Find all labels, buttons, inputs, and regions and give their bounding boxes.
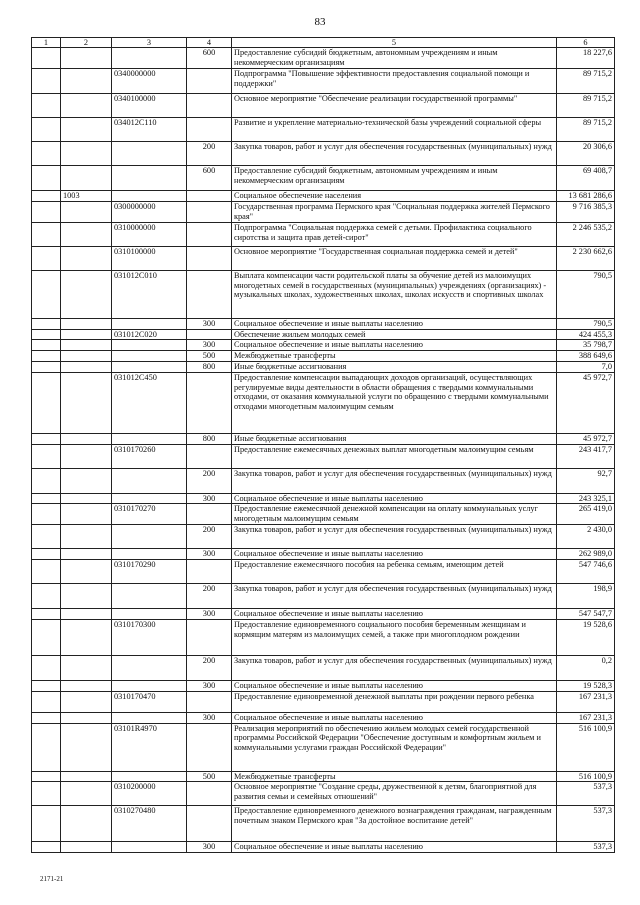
header-cell: 5 <box>232 38 557 48</box>
section-cell <box>32 433 61 444</box>
header-cell: 4 <box>187 38 232 48</box>
target-article-cell: 031012С020 <box>112 329 187 340</box>
expense-type-cell: 200 <box>187 468 232 493</box>
subsection-cell <box>61 142 112 166</box>
target-article-cell: 0310200000 <box>112 782 187 806</box>
amount-cell: 2 430,0 <box>557 525 615 549</box>
section-cell <box>32 712 61 723</box>
target-article-cell <box>112 584 187 609</box>
table-row <box>32 246 615 270</box>
amount-cell: 89 715,2 <box>557 69 615 94</box>
expense-type-cell <box>187 118 232 142</box>
section-cell <box>32 525 61 549</box>
description-cell: Основное мероприятие "Создание среды, дружественной к детям, благоприятной для развития семьи и семейных отношений" <box>232 782 557 806</box>
subsection-cell <box>61 351 112 362</box>
amount-cell: 243 417,7 <box>557 444 615 468</box>
expense-type-cell <box>187 94 232 118</box>
expense-type-cell: 300 <box>187 842 232 853</box>
table-row <box>32 655 615 680</box>
table-row <box>32 118 615 142</box>
amount-cell: 13 681 286,6 <box>557 191 615 202</box>
table-row <box>32 201 615 222</box>
table-row <box>32 609 615 620</box>
expense-type-cell: 200 <box>187 525 232 549</box>
expense-type-cell: 800 <box>187 361 232 372</box>
subsection-cell <box>61 723 112 771</box>
amount-cell: 167 231,3 <box>557 691 615 712</box>
target-article-cell <box>112 493 187 504</box>
section-cell <box>32 782 61 806</box>
table-row <box>32 191 615 202</box>
description-cell: Предоставление ежемесячного пособия на ребенка семьям, имеющим детей <box>232 560 557 584</box>
table-row <box>32 504 615 525</box>
amount-cell: 9 716 385,3 <box>557 201 615 222</box>
expense-type-cell <box>187 372 232 433</box>
section-cell <box>32 191 61 202</box>
target-article-cell: 031012С450 <box>112 372 187 433</box>
section-cell <box>32 691 61 712</box>
target-article-cell: 0340000000 <box>112 69 187 94</box>
description-cell: Социальное обеспечение и иные выплаты населению <box>232 609 557 620</box>
description-cell: Социальное обеспечение и иные выплаты населению <box>232 493 557 504</box>
amount-cell: 790,5 <box>557 318 615 329</box>
amount-cell: 243 325,1 <box>557 493 615 504</box>
amount-cell: 537,3 <box>557 782 615 806</box>
target-article-cell: 0300000000 <box>112 201 187 222</box>
section-cell <box>32 842 61 853</box>
amount-cell: 45 972,7 <box>557 372 615 433</box>
description-cell: Предоставление единовременного социального пособия беременным женщинам и кормящим матерям из малоимущих семей, а также при многоплодном рождении <box>232 619 557 655</box>
description-cell: Предоставление единовременной денежной выплаты при рождении первого ребенка <box>232 691 557 712</box>
amount-cell: 537,3 <box>557 806 615 842</box>
expense-type-cell: 600 <box>187 48 232 69</box>
amount-cell: 537,3 <box>557 842 615 853</box>
expense-type-cell: 300 <box>187 680 232 691</box>
expense-type-cell: 300 <box>187 609 232 620</box>
description-cell: Социальное обеспечение и иные выплаты населению <box>232 340 557 351</box>
amount-cell: 2 230 662,6 <box>557 246 615 270</box>
budget-table <box>31 37 615 853</box>
target-article-cell <box>112 680 187 691</box>
subsection-cell <box>61 222 112 246</box>
target-article-cell <box>112 468 187 493</box>
subsection-cell <box>61 771 112 782</box>
subsection-cell <box>61 584 112 609</box>
table-row <box>32 361 615 372</box>
table-row <box>32 806 615 842</box>
amount-cell: 547 547,7 <box>557 609 615 620</box>
subsection-cell: 1003 <box>61 191 112 202</box>
description-cell: Социальное обеспечение и иные выплаты населению <box>232 549 557 560</box>
subsection-cell <box>61 166 112 191</box>
expense-type-cell <box>187 329 232 340</box>
expense-type-cell <box>187 782 232 806</box>
description-cell: Предоставление ежемесячных денежных выплат многодетным малоимущим семьям <box>232 444 557 468</box>
subsection-cell <box>61 493 112 504</box>
section-cell <box>32 222 61 246</box>
subsection-cell <box>61 444 112 468</box>
expense-type-cell <box>187 560 232 584</box>
subsection-cell <box>61 270 112 318</box>
section-cell <box>32 619 61 655</box>
description-cell: Закупка товаров, работ и услуг для обеспечения государственных (муниципальных) нужд <box>232 468 557 493</box>
description-cell: Государственная программа Пермского края "Социальная поддержка жителей Пермского края" <box>232 201 557 222</box>
table-row <box>32 782 615 806</box>
target-article-cell <box>112 655 187 680</box>
expense-type-cell: 300 <box>187 549 232 560</box>
expense-type-cell <box>187 222 232 246</box>
subsection-cell <box>61 372 112 433</box>
amount-cell: 89 715,2 <box>557 118 615 142</box>
subsection-cell <box>61 655 112 680</box>
subsection-cell <box>61 318 112 329</box>
section-cell <box>32 118 61 142</box>
target-article-cell: 0310170300 <box>112 619 187 655</box>
section-cell <box>32 351 61 362</box>
description-cell: Основное мероприятие "Обеспечение реализации государственной программы" <box>232 94 557 118</box>
description-cell: Социальное обеспечение населения <box>232 191 557 202</box>
description-cell: Предоставление единовременного денежного вознаграждения гражданам, награжденным почетным знаком Пермского края "За достойное воспитание детей" <box>232 806 557 842</box>
page-number: 83 <box>314 16 326 28</box>
amount-cell: 167 231,3 <box>557 712 615 723</box>
section-cell <box>32 48 61 69</box>
description-cell: Межбюджетные трансферты <box>232 771 557 782</box>
table-row <box>32 560 615 584</box>
section-cell <box>32 560 61 584</box>
table-row <box>32 142 615 166</box>
table-header-row <box>32 38 615 48</box>
subsection-cell <box>61 842 112 853</box>
footer-code: 2171-21 <box>40 875 64 883</box>
expense-type-cell <box>187 806 232 842</box>
subsection-cell <box>61 468 112 493</box>
target-article-cell <box>112 318 187 329</box>
table-row <box>32 493 615 504</box>
subsection-cell <box>61 549 112 560</box>
target-article-cell <box>112 433 187 444</box>
subsection-cell <box>61 329 112 340</box>
amount-cell: 265 419,0 <box>557 504 615 525</box>
expense-type-cell: 200 <box>187 584 232 609</box>
table-row <box>32 771 615 782</box>
section-cell <box>32 723 61 771</box>
table-row <box>32 723 615 771</box>
target-article-cell <box>112 549 187 560</box>
target-article-cell: 0310000000 <box>112 222 187 246</box>
subsection-cell <box>61 48 112 69</box>
target-article-cell: 03101R4970 <box>112 723 187 771</box>
subsection-cell <box>61 201 112 222</box>
target-article-cell <box>112 191 187 202</box>
description-cell: Предоставление субсидий бюджетным, автономным учреждениям и иным некоммерческим организациям <box>232 48 557 69</box>
section-cell <box>32 329 61 340</box>
target-article-cell <box>112 525 187 549</box>
expense-type-cell <box>187 723 232 771</box>
table-row <box>32 94 615 118</box>
table-row <box>32 549 615 560</box>
header-cell: 6 <box>557 38 615 48</box>
target-article-cell <box>112 340 187 351</box>
expense-type-cell: 300 <box>187 340 232 351</box>
section-cell <box>32 69 61 94</box>
description-cell: Социальное обеспечение и иные выплаты населению <box>232 842 557 853</box>
section-cell <box>32 806 61 842</box>
target-article-cell: 0310100000 <box>112 246 187 270</box>
section-cell <box>32 584 61 609</box>
section-cell <box>32 444 61 468</box>
amount-cell: 262 989,0 <box>557 549 615 560</box>
description-cell: Иные бюджетные ассигнования <box>232 361 557 372</box>
table-row <box>32 372 615 433</box>
amount-cell: 35 798,7 <box>557 340 615 351</box>
section-cell <box>32 318 61 329</box>
target-article-cell <box>112 361 187 372</box>
target-article-cell <box>112 142 187 166</box>
expense-type-cell <box>187 246 232 270</box>
expense-type-cell <box>187 691 232 712</box>
table-row <box>32 433 615 444</box>
section-cell <box>32 94 61 118</box>
expense-type-cell <box>187 619 232 655</box>
description-cell: Социальное обеспечение и иные выплаты населению <box>232 318 557 329</box>
section-cell <box>32 493 61 504</box>
subsection-cell <box>61 782 112 806</box>
amount-cell: 69 408,7 <box>557 166 615 191</box>
expense-type-cell: 500 <box>187 351 232 362</box>
amount-cell: 516 100,9 <box>557 723 615 771</box>
table-row <box>32 712 615 723</box>
subsection-cell <box>61 680 112 691</box>
subsection-cell <box>61 504 112 525</box>
amount-cell: 19 528,3 <box>557 680 615 691</box>
amount-cell: 0,2 <box>557 655 615 680</box>
expense-type-cell <box>187 270 232 318</box>
amount-cell: 547 746,6 <box>557 560 615 584</box>
description-cell: Предоставление субсидий бюджетным, автономным учреждениям и иным некоммерческим организациям <box>232 166 557 191</box>
amount-cell: 92,7 <box>557 468 615 493</box>
section-cell <box>32 166 61 191</box>
amount-cell: 388 649,6 <box>557 351 615 362</box>
section-cell <box>32 609 61 620</box>
amount-cell: 7,0 <box>557 361 615 372</box>
table-row <box>32 340 615 351</box>
subsection-cell <box>61 712 112 723</box>
description-cell: Основное мероприятие "Государственная социальная поддержка семей и детей" <box>232 246 557 270</box>
target-article-cell: 031012С010 <box>112 270 187 318</box>
expense-type-cell <box>187 201 232 222</box>
subsection-cell <box>61 806 112 842</box>
subsection-cell <box>61 619 112 655</box>
target-article-cell <box>112 48 187 69</box>
table-row <box>32 584 615 609</box>
target-article-cell: 0310270480 <box>112 806 187 842</box>
expense-type-cell <box>187 191 232 202</box>
table-row <box>32 329 615 340</box>
table-row <box>32 69 615 94</box>
header-cell: 1 <box>32 38 61 48</box>
description-cell: Развитие и укрепление материально-технической базы учреждений социальной сферы <box>232 118 557 142</box>
table-row <box>32 270 615 318</box>
subsection-cell <box>61 609 112 620</box>
expense-type-cell: 200 <box>187 142 232 166</box>
table-row <box>32 619 615 655</box>
table-row <box>32 691 615 712</box>
table-row <box>32 48 615 69</box>
description-cell: Межбюджетные трансферты <box>232 351 557 362</box>
expense-type-cell: 300 <box>187 318 232 329</box>
target-article-cell <box>112 166 187 191</box>
table-row <box>32 680 615 691</box>
amount-cell: 198,9 <box>557 584 615 609</box>
expense-type-cell: 300 <box>187 712 232 723</box>
description-cell: Закупка товаров, работ и услуг для обеспечения государственных (муниципальных) нужд <box>232 655 557 680</box>
expense-type-cell: 600 <box>187 166 232 191</box>
section-cell <box>32 468 61 493</box>
expense-type-cell <box>187 444 232 468</box>
header-cell: 2 <box>61 38 112 48</box>
target-article-cell: 0310170290 <box>112 560 187 584</box>
table-row <box>32 468 615 493</box>
expense-type-cell: 800 <box>187 433 232 444</box>
table-row <box>32 525 615 549</box>
expense-type-cell: 200 <box>187 655 232 680</box>
amount-cell: 45 972,7 <box>557 433 615 444</box>
amount-cell: 516 100,9 <box>557 771 615 782</box>
section-cell <box>32 361 61 372</box>
section-cell <box>32 201 61 222</box>
table-row <box>32 842 615 853</box>
table-row <box>32 318 615 329</box>
subsection-cell <box>61 246 112 270</box>
section-cell <box>32 142 61 166</box>
target-article-cell <box>112 842 187 853</box>
description-cell: Выплата компенсации части родительской платы за обучение детей из малоимущих многодетных семей в государственных (муниципальных) учреждениях (организациях) - музыкальных школах, художественных школах, школах искусств и спортивных школах <box>232 270 557 318</box>
section-cell <box>32 680 61 691</box>
header-cell: 3 <box>112 38 187 48</box>
description-cell: Подпрограмма "Повышение эффективности предоставления социальной помощи и поддержки" <box>232 69 557 94</box>
section-cell <box>32 340 61 351</box>
target-article-cell: 0340100000 <box>112 94 187 118</box>
description-cell: Закупка товаров, работ и услуг для обеспечения государственных (муниципальных) нужд <box>232 525 557 549</box>
description-cell: Закупка товаров, работ и услуг для обеспечения государственных (муниципальных) нужд <box>232 142 557 166</box>
subsection-cell <box>61 433 112 444</box>
amount-cell: 790,5 <box>557 270 615 318</box>
section-cell <box>32 504 61 525</box>
subsection-cell <box>61 340 112 351</box>
description-cell: Подпрограмма "Социальная поддержка семей с детьми. Профилактика социального сиротства и защита прав детей-сирот" <box>232 222 557 246</box>
target-article-cell: 034012С110 <box>112 118 187 142</box>
description-cell: Обеспечение жильем молодых семей <box>232 329 557 340</box>
description-cell: Предоставление ежемесячной денежной компенсации на оплату коммунальных услуг многодетным малоимущим семьям <box>232 504 557 525</box>
subsection-cell <box>61 94 112 118</box>
amount-cell: 2 246 535,2 <box>557 222 615 246</box>
target-article-cell <box>112 609 187 620</box>
section-cell <box>32 372 61 433</box>
section-cell <box>32 246 61 270</box>
table-row <box>32 166 615 191</box>
expense-type-cell: 300 <box>187 493 232 504</box>
section-cell <box>32 655 61 680</box>
table-row <box>32 351 615 362</box>
subsection-cell <box>61 525 112 549</box>
table-row <box>32 222 615 246</box>
subsection-cell <box>61 118 112 142</box>
subsection-cell <box>61 361 112 372</box>
section-cell <box>32 771 61 782</box>
subsection-cell <box>61 560 112 584</box>
subsection-cell <box>61 691 112 712</box>
target-article-cell <box>112 712 187 723</box>
description-cell: Социальное обеспечение и иные выплаты населению <box>232 712 557 723</box>
amount-cell: 19 528,6 <box>557 619 615 655</box>
description-cell: Предоставление компенсации выпадающих доходов организаций, осуществляющих регулируемые виды деятельности в области обращения с твердыми коммунальными отходами, от оказания коммунальной услуги по обращению с твердыми коммунальными отходами многодетным малоимущим семьям <box>232 372 557 433</box>
expense-type-cell: 500 <box>187 771 232 782</box>
description-cell: Реализация мероприятий по обеспечению жильем молодых семей государственной программы Российской Федерации "Обеспечение доступным и комфортным жильем и коммунальными услугами граждан Российской Федерации" <box>232 723 557 771</box>
target-article-cell: 0310170470 <box>112 691 187 712</box>
description-cell: Закупка товаров, работ и услуг для обеспечения государственных (муниципальных) нужд <box>232 584 557 609</box>
amount-cell: 89 715,2 <box>557 94 615 118</box>
expense-type-cell <box>187 504 232 525</box>
target-article-cell: 0310170260 <box>112 444 187 468</box>
amount-cell: 18 227,6 <box>557 48 615 69</box>
table-row <box>32 444 615 468</box>
description-cell: Социальное обеспечение и иные выплаты населению <box>232 680 557 691</box>
target-article-cell <box>112 351 187 362</box>
amount-cell: 424 455,3 <box>557 329 615 340</box>
description-cell: Иные бюджетные ассигнования <box>232 433 557 444</box>
section-cell <box>32 270 61 318</box>
subsection-cell <box>61 69 112 94</box>
target-article-cell: 0310170270 <box>112 504 187 525</box>
expense-type-cell <box>187 69 232 94</box>
section-cell <box>32 549 61 560</box>
target-article-cell <box>112 771 187 782</box>
amount-cell: 20 306,6 <box>557 142 615 166</box>
